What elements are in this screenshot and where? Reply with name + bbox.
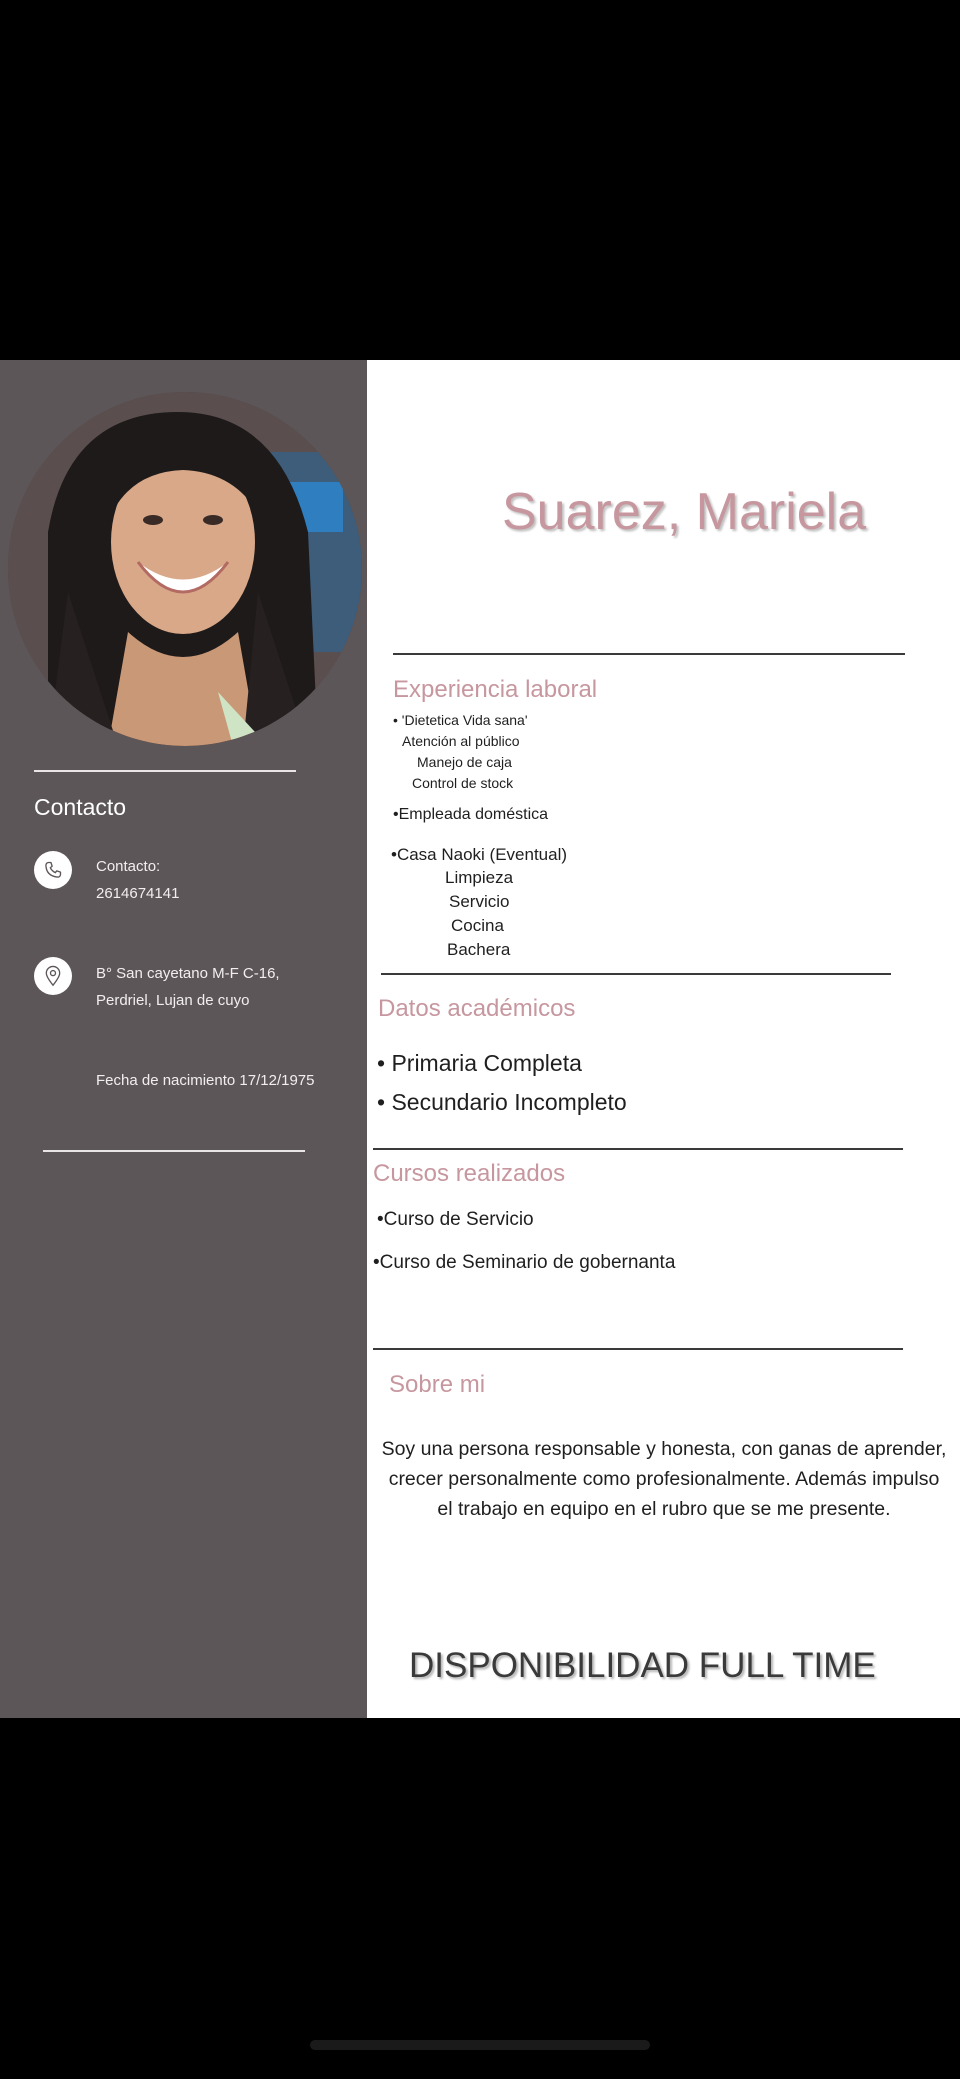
academic-item: • Primaria Completa <box>377 1050 582 1076</box>
about-heading: Sobre mi <box>389 1371 486 1398</box>
sidebar <box>0 360 367 1718</box>
job-task: Control de stock <box>412 775 514 791</box>
address-line-1: B° San cayetano M-F C-16, <box>96 965 280 982</box>
home-indicator[interactable] <box>310 2040 650 2050</box>
location-pin-icon <box>34 957 72 995</box>
about-text: Soy una persona responsable y honesta, con ganas de aprender, crecer personalmente como profesionalmente. Además impulso el trabajo en equipo en el rubro que se me presente. <box>381 1438 947 1520</box>
divider-courses <box>373 1148 903 1150</box>
phone-icon <box>34 851 72 889</box>
experience-heading: Experiencia laboral <box>393 676 598 703</box>
job-item: •Empleada doméstica <box>393 806 549 823</box>
address-line-2: Perdriel, Lujan de cuyo <box>96 992 250 1009</box>
sidebar-divider-bottom <box>43 1150 305 1152</box>
divider-academic <box>381 973 891 975</box>
availability-banner: DISPONIBILIDAD FULL TIME <box>409 1646 876 1685</box>
job-task: Servicio <box>449 892 510 911</box>
job-task: Cocina <box>451 916 504 935</box>
sidebar-divider-top <box>34 770 296 772</box>
job-task: Manejo de caja <box>417 754 512 770</box>
cv-document <box>0 360 960 1718</box>
course-item: •Curso de Seminario de gobernanta <box>373 1252 676 1273</box>
profile-photo <box>8 392 362 746</box>
contact-heading: Contacto <box>34 794 127 820</box>
job-task: Limpieza <box>445 868 514 887</box>
courses-heading: Cursos realizados <box>373 1160 566 1187</box>
phone-number: 2614674141 <box>96 885 180 902</box>
course-item: •Curso de Servicio <box>377 1209 534 1230</box>
divider-about <box>373 1348 903 1350</box>
job-item: • 'Dietetica Vida sana' <box>393 712 528 728</box>
candidate-name: Suarez, Mariela <box>502 483 867 541</box>
divider-experience <box>393 653 905 655</box>
phone-label: Contacto: <box>96 858 161 875</box>
job-item: •Casa Naoki (Eventual) <box>391 845 568 864</box>
birth-date: Fecha de nacimiento 17/12/1975 <box>96 1072 315 1089</box>
academic-item: • Secundario Incompleto <box>377 1089 627 1115</box>
academic-heading: Datos académicos <box>378 995 576 1022</box>
main-content <box>367 360 960 1718</box>
job-task: Atención al público <box>402 733 520 749</box>
job-task: Bachera <box>447 940 511 959</box>
